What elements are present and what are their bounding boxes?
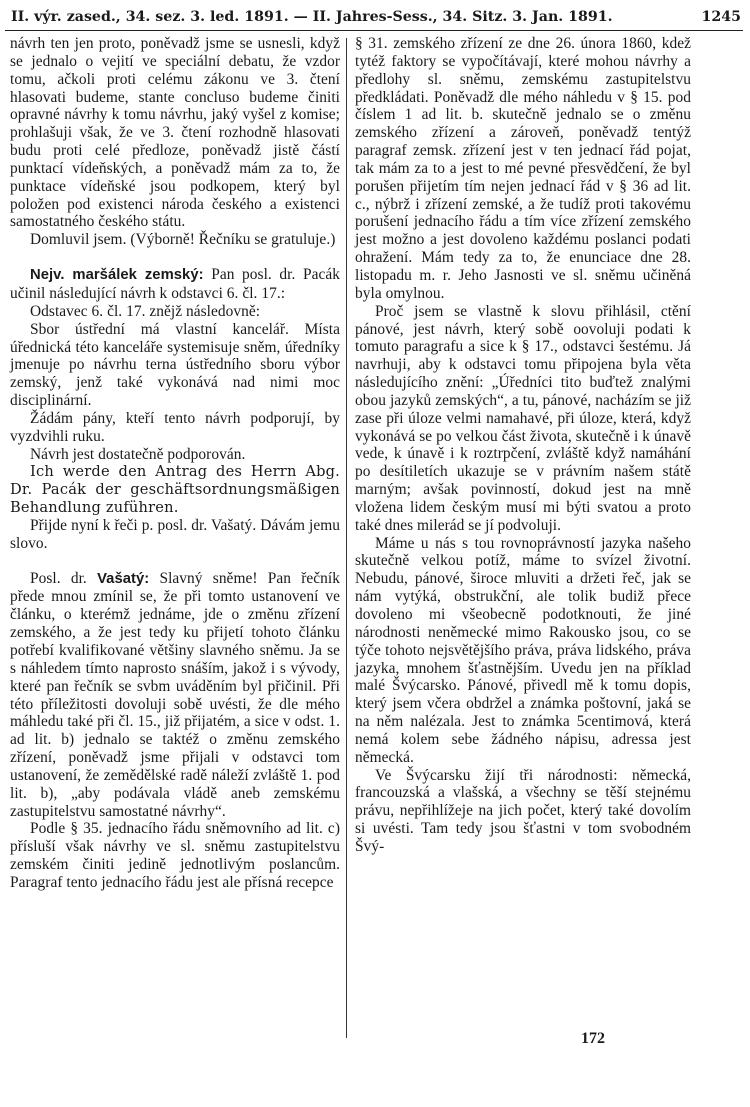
speaker-name: Vašatý: [97, 570, 150, 587]
speaker-text: Slavný sněme! Pan řečník přede mnou zmínil se, že při tomto ustanovení ve článku, o kterémž jednáme, jde o změnu zřízení zemského, a že jest tedy ku přijetí tohoto článku potřebí kvalifikované většiny slavného sněmu. Ja se s náhledem tímto naprosto snáším, jakož i s vývody, které pan řečník se svbm uváděním byl přičinil. Při této příležitosti dovoluji sobě uvésti, že dle mého máhledu také při čl. 15., již přijatém, a sice v odst. 1. ad lit. b) jednalo se taktéž o změnu zemského zřízení, poněvadž jsme přijali v odstavci tom ustanovení, že zemědělské radě náleží zvláště 1. pod lit. b), „aby podávala vládě aneb zemskému zastupitelstvu samostatné návrhy“. [10, 569, 340, 820]
right-column [355, 35, 691, 856]
paragraph: Domluvil jsem. (Výborně! Řečníku se gratuluje.) [30, 231, 336, 249]
header-czech: II. výr. zased., 34. sez. 3. led. 1891. [11, 9, 289, 25]
paragraph: Odstavec 6. čl. 17. znějž následovně: [30, 302, 261, 320]
paragraph: Sbor ústřední má vlastní kancelář. Místa úřednická této kanceláře systemisuje sněm, úředníky jmenuje po návrhu terna ústředního sboru výbor zemský, jenž také vykonává nad nimi moc disciplinární. [10, 320, 340, 410]
speaker-paragraph [10, 266, 340, 303]
footer-page-number: 172 [581, 1030, 605, 1047]
spacer [10, 249, 340, 266]
header-separator: — [288, 9, 313, 25]
german-paragraph: Ich werde den Antrag des Herrn Abg. Dr. Pacák der geschäftsordnungsmäßigen Behandlung zuführen. [10, 463, 340, 517]
paragraph: návrh ten jen proto, poněvadž jsme se usnesli, když se jednalo o vejití ve speciální debatu, že vzdor tomu, ačkoli proti celému zákonu ve 3. čtení hlasovati budeme, stante concluso budeme činiti opravné návrhy k tomu návrhu, jaký vyšel z komise; prohlašuji však, že ve 3. čtení rozhodně hlasovati budu proti celé předloze, poněvadž jistě částí punktací vídeňských, a poněvadž mám za to, že punktace vídeňské jsou podkopem, který byl položen pod existenci národa českého a existenci samostatného českého státu. [10, 35, 340, 231]
header-left [11, 6, 613, 28]
paragraph: Máme u nás s tou rovnoprávností jazyka našeho skutečně velkou potíž, máme to svízel životní. Nebudu, pánové, široce mluviti a držeti řeč, jak se nám vytýká, obstrukční, ale tolik budiž přece dovoleno mi všeobecně podotknouti, že jiné národnosti neněmecké mimo Rakousko jsou, co se týče tohoto nejsvětějšího práva, práva lidského, práva jazyka, mnohem šťastnějším. Uvedu jen na příklad malé Švýcarsko. Pánové, přivedl mě k tomu dopis, který jsem včera obdržel a známka poštovní, jaká se na něm nalézala. Jest to známka 5centimová, která nemá kolem sebe žádného nápisu, adressa jest německá. [355, 534, 691, 766]
paragraph: Podle § 35. jednacího řádu sněmovního ad lit. c) přísluší však návrhy ve sl. sněmu zastupitelstvu zemském činiti jedině jednotlivým poslancům. Paragraf tento jednacího řádu jest ale přísná recepce [10, 820, 340, 891]
speaker-prefix: Posl. dr. [30, 569, 98, 587]
paragraph: Ve Švýcarsku žijí tři národnosti: německá, francouzská a vlašská, a všechny se těší stejnému právu, nepřihlížeje na jich počet, který také dovolím si uvésti. Tam tedy jsou šťastni v tom svobodném Švý- [355, 766, 691, 855]
paragraph: Přijde nyní k řeči p. posl. dr. Vašatý. Dávám jemu slovo. [10, 516, 340, 552]
paragraph: Žádám pány, kteří tento návrh podporují, by vyzdvihli ruku. [10, 409, 340, 445]
speaker-text: Pan posl. dr. Pacák učinil následující návrh k odstavci 6. čl. 17.: [10, 266, 340, 302]
speaker-paragraph [10, 570, 340, 821]
paragraph: § 31. zemského zřízení ze dne 26. února 1860, kdež tytéž faktory se vypočítávají, které mohou návrhy a předlohy sl. sněmu, zemskému zastupitelstvu předkládati. Poněvadž dle mého náhledu v § 15. pod číslem 1 ad lit. b. skutečně jednalo se o změnu zemského zřízení a zároveň, poněvadž tentýž paragraf zemsk. zřízení jest v ten jednací řád pojat, tak mám za to a jest to mé pevné přesvědčení, že byl porušen přijetím tím nejen jednací řád v § 36 ad lit. c., nýbrž i zřízení zemské, a že tudíž proti takovému porušení jednacího řádu a tím více zřízení zemského jest možno a jest dovoleno každému poslanci podati ohražení. Mám tedy za to, že enunciace dne 28. listopadu m. r. Jeho Jasnosti ve sl. sněmu učiněná byla omylnou. [355, 35, 691, 302]
spacer [10, 553, 340, 570]
header-page-number: 1245 [701, 9, 741, 25]
paragraph: Návrh jest dostatečně podporován. [30, 445, 246, 463]
header-german: II. Jahres-Sess., 34. Sitz. 3. Jan. 1891. [312, 9, 613, 25]
paragraph: Proč jsem se vlastně k slovu přihlásil, ctění pánové, jest návrh, který sobě oovoluji podati k tomuto paragrafu a sice k § 17., odstavci šestému. Já navrhuji, aby k odstavci tomu připojena byla věta následujícího znění: „Úředníci tito buďtež znalými obou jazyků zemských“, a tu, pánové, nacházím se již zase při úloze velmi namahavé, při úloze, která, když vykonává se po velkou část života, skutečně i k únavě vede, k únavě i k roztrpčení, zvláště když namáhání po desítiletích ukazuje se v právním našem státě marným; avšak povinností, dokud jest na mně vložena lidem českým musí mi býti svatou a proto také dnes milerád se jí podvoluji. [355, 302, 691, 534]
left-column [10, 35, 340, 892]
running-header [5, 6, 743, 31]
speaker-name: Nejv. maršálek zemský: [30, 267, 204, 284]
column-divider [346, 38, 347, 1038]
